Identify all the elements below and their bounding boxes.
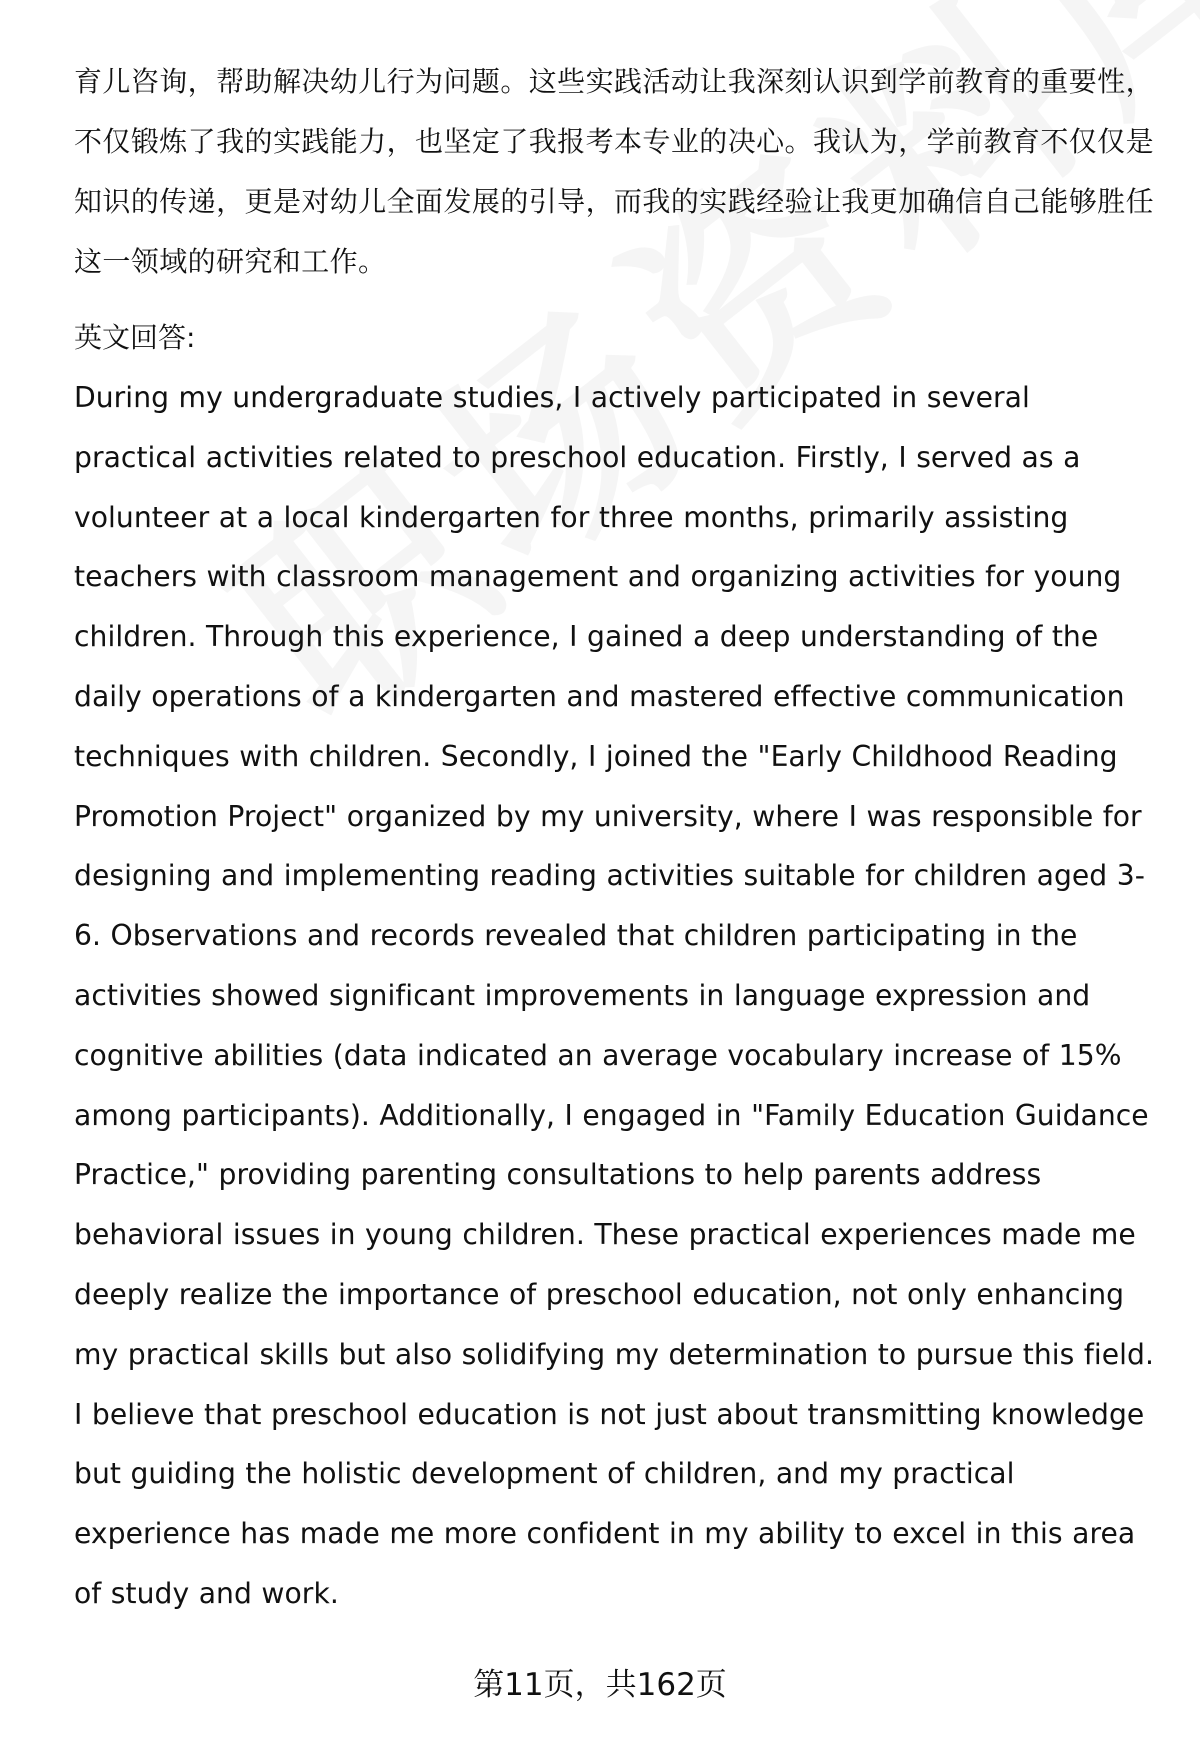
chinese-paragraph: 育儿咨询，帮助解决幼儿行为问题。这些实践活动让我深刻认识到学前教育的重要性，不仅锻炼了我的实践能力，也坚定了我报考本专业的决心。我认为，学前教育不仅仅是知识的传递，更是对幼儿全面发展的引导，而我的实践经验让我更加确信自己能够胜任这一领域的研究和工作。 — [74, 65, 1154, 278]
page-content — [74, 52, 1154, 1624]
english-answer-paragraph: During my undergraduate studies, I actively participated in several practical activities related to preschool education. Firstly, I served as a volunteer at a local kindergarten for three months, primarily assisting teachers with classroom management and organizing activities for young children. Through this experience, I gained a deep understanding of the daily operations of a kindergarten and mastered effective communication techniques with children. Secondly, I joined the "Early Childhood Reading Promotion Project" organized by my university, where I was responsible for designing and implementing reading activities suitable for children aged 3-6. Observations and records revealed that children participating in the activities showed significant improvements in language expression and cognitive abilities (data indicated an average vocabulary increase of 15% among participants). Additionally, I engaged in "Family Education Guidance Practice," providing parenting consultations to help parents address behavioral issues in young children. These practical experiences made me deeply realize the importance of preschool education, not only enhancing my practical skills but also solidifying my determination to pursue this field. I believe that preschool education is not just about transmitting knowledge but guiding the holistic development of children, and my practical experience has made me more confident in my ability to excel in this area of study and work. — [74, 381, 1154, 1610]
english-answer-label: 英文回答: — [74, 321, 196, 354]
page-number: 第11页，共162页 — [473, 1667, 727, 1703]
